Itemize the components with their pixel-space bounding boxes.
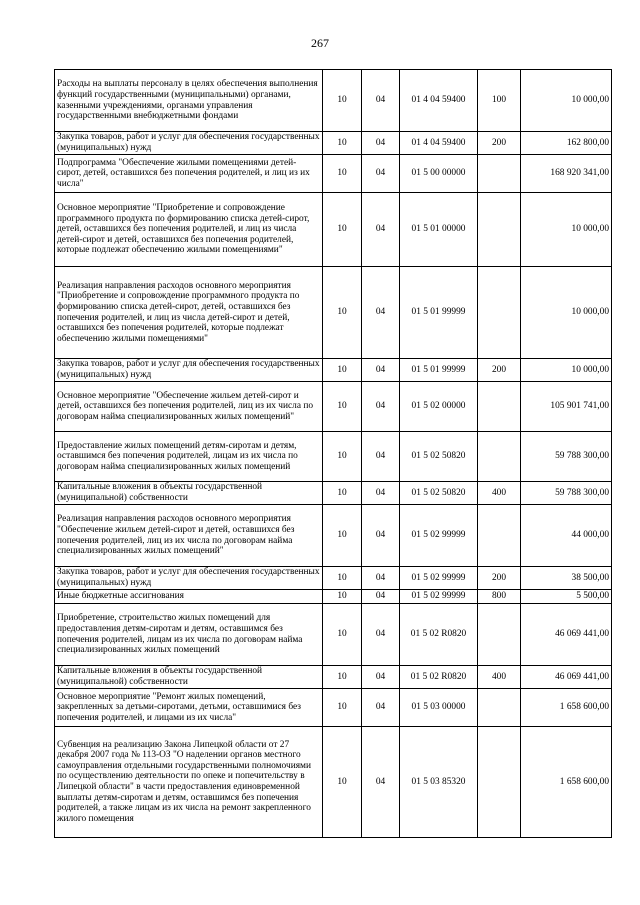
budget-table-body	[55, 70, 612, 838]
table-row	[55, 689, 612, 727]
row-amount: 46 069 441,00	[521, 666, 612, 689]
row-target-article: 01 5 03 00000	[400, 689, 478, 727]
row-subsection: 04	[362, 70, 400, 132]
row-subsection: 04	[362, 482, 400, 505]
row-subsection: 04	[362, 727, 400, 838]
row-target-article: 01 5 02 99999	[400, 590, 478, 604]
row-target-article: 01 5 01 99999	[400, 267, 478, 359]
row-expense-type: 100	[478, 70, 521, 132]
row-section: 10	[323, 132, 362, 155]
table-row	[55, 567, 612, 590]
row-expense-type: 400	[478, 482, 521, 505]
row-name: Реализация направления расходов основного мероприятия "Обеспечение жильем детей-сирот и детей, оставшихся без попечения родителей, лиц из их числа по договорам найма специализированных жилых помещений"	[55, 505, 323, 567]
table-row	[55, 267, 612, 359]
row-subsection: 04	[362, 505, 400, 567]
row-amount: 44 000,00	[521, 505, 612, 567]
row-target-article: 01 4 04 59400	[400, 132, 478, 155]
row-name: Основное мероприятие "Обеспечение жильем детей-сирот и детей, оставшихся без попечения родителей, лиц из их числа по договорам найма специализированных жилых помещений"	[55, 382, 323, 432]
row-name: Предоставление жилых помещений детям-сиротам и детям, оставшимся без попечения родителей, лицам из их числа по договорам найма специализированных жилых помещений	[55, 432, 323, 482]
row-section: 10	[323, 193, 362, 267]
row-subsection: 04	[362, 689, 400, 727]
row-name: Субвенция на реализацию Закона Липецкой области от 27 декабря 2007 года № 113-ОЗ "О наделении органов местного самоуправления отдельными государственными полномочиями по осуществлению деятельности по опеке и попечительству в Липецкой области" в части предоставления единовременной выплаты детям-сиротам и детям, оставшимся без попечения родителей, а также лицам из их числа на ремонт закрепленного жилого помещения	[55, 727, 323, 838]
row-section: 10	[323, 432, 362, 482]
row-subsection: 04	[362, 193, 400, 267]
row-target-article: 01 5 02 R0820	[400, 604, 478, 666]
row-name: Иные бюджетные ассигнования	[55, 590, 323, 604]
row-section: 10	[323, 155, 362, 193]
table-row	[55, 604, 612, 666]
row-amount: 10 000,00	[521, 359, 612, 382]
table-row	[55, 505, 612, 567]
row-name: Капитальные вложения в объекты государственной (муниципальной) собственности	[55, 482, 323, 505]
row-section: 10	[323, 505, 362, 567]
row-amount: 1 658 600,00	[521, 727, 612, 838]
row-amount: 1 658 600,00	[521, 689, 612, 727]
row-expense-type	[478, 432, 521, 482]
row-name: Основное мероприятие "Приобретение и сопровождение программного продукта по формированию списка детей-сирот, детей, оставшихся без попечения родителей, и лиц из числа детей-сирот и детей, оставшихся без попечения родителей, которые подлежат обеспечению жилыми помещениями"	[55, 193, 323, 267]
row-expense-type	[478, 604, 521, 666]
row-expense-type: 200	[478, 359, 521, 382]
row-target-article: 01 5 01 99999	[400, 359, 478, 382]
row-amount: 59 788 300,00	[521, 432, 612, 482]
row-target-article: 01 5 02 50820	[400, 432, 478, 482]
row-target-article: 01 5 01 00000	[400, 193, 478, 267]
row-target-article: 01 5 03 85320	[400, 727, 478, 838]
row-amount: 105 901 741,00	[521, 382, 612, 432]
row-expense-type: 200	[478, 132, 521, 155]
row-expense-type	[478, 382, 521, 432]
row-target-article: 01 5 02 R0820	[400, 666, 478, 689]
row-expense-type: 800	[478, 590, 521, 604]
row-amount: 59 788 300,00	[521, 482, 612, 505]
row-target-article: 01 5 02 99999	[400, 567, 478, 590]
table-row	[55, 132, 612, 155]
row-expense-type: 400	[478, 666, 521, 689]
row-section: 10	[323, 382, 362, 432]
row-target-article: 01 5 02 50820	[400, 482, 478, 505]
row-expense-type	[478, 689, 521, 727]
row-section: 10	[323, 604, 362, 666]
row-amount: 10 000,00	[521, 267, 612, 359]
row-amount: 10 000,00	[521, 193, 612, 267]
row-name: Капитальные вложения в объекты государственной (муниципальной) собственности	[55, 666, 323, 689]
row-section: 10	[323, 689, 362, 727]
row-subsection: 04	[362, 382, 400, 432]
row-target-article: 01 5 02 99999	[400, 505, 478, 567]
row-target-article: 01 5 00 00000	[400, 155, 478, 193]
row-expense-type	[478, 727, 521, 838]
row-name: Приобретение, строительство жилых помещений для предоставления детям-сиротам и детям, оставшимся без попечения родителей, лицам из их числа по договорам найма специализированных жилых помещений	[55, 604, 323, 666]
row-amount: 10 000,00	[521, 70, 612, 132]
table-row	[55, 727, 612, 838]
row-name: Закупка товаров, работ и услуг для обеспечения государственных (муниципальных) нужд	[55, 359, 323, 382]
row-name: Расходы на выплаты персоналу в целях обеспечения выполнения функций государственными (муниципальными) органами, казенными учреждениями, органами управления государственными внебюджетными фондами	[55, 70, 323, 132]
table-row	[55, 482, 612, 505]
row-amount: 168 920 341,00	[521, 155, 612, 193]
row-section: 10	[323, 482, 362, 505]
table-row	[55, 382, 612, 432]
row-name: Реализация направления расходов основного мероприятия "Приобретение и сопровождение программного продукта по формированию списка детей-сирот, детей, оставшихся без попечения родителей, и лиц из числа детей-сирот и детей, оставшихся без попечения родителей, которые подлежат обеспечению жилыми помещениями"	[55, 267, 323, 359]
row-subsection: 04	[362, 359, 400, 382]
row-section: 10	[323, 666, 362, 689]
row-amount: 46 069 441,00	[521, 604, 612, 666]
row-section: 10	[323, 359, 362, 382]
row-subsection: 04	[362, 590, 400, 604]
row-section: 10	[323, 590, 362, 604]
row-subsection: 04	[362, 432, 400, 482]
row-target-article: 01 5 02 00000	[400, 382, 478, 432]
row-subsection: 04	[362, 666, 400, 689]
table-row	[55, 590, 612, 604]
row-target-article: 01 4 04 59400	[400, 70, 478, 132]
row-amount: 5 500,00	[521, 590, 612, 604]
row-expense-type: 200	[478, 567, 521, 590]
row-expense-type	[478, 193, 521, 267]
row-section: 10	[323, 70, 362, 132]
table-row	[55, 432, 612, 482]
row-section: 10	[323, 267, 362, 359]
table-row	[55, 359, 612, 382]
row-subsection: 04	[362, 567, 400, 590]
row-name: Закупка товаров, работ и услуг для обеспечения государственных (муниципальных) нужд	[55, 567, 323, 590]
row-section: 10	[323, 727, 362, 838]
table-row	[55, 70, 612, 132]
row-subsection: 04	[362, 155, 400, 193]
table-row	[55, 666, 612, 689]
row-subsection: 04	[362, 604, 400, 666]
row-name: Подпрограмма "Обеспечение жилыми помещениями детей-сирот, детей, оставшихся без попечения родителей, и лиц из их числа"	[55, 155, 323, 193]
row-section: 10	[323, 567, 362, 590]
row-amount: 162 800,00	[521, 132, 612, 155]
row-name: Закупка товаров, работ и услуг для обеспечения государственных (муниципальных) нужд	[55, 132, 323, 155]
table-row	[55, 155, 612, 193]
table-row	[55, 193, 612, 267]
row-expense-type	[478, 267, 521, 359]
row-subsection: 04	[362, 267, 400, 359]
row-expense-type	[478, 155, 521, 193]
row-amount: 38 500,00	[521, 567, 612, 590]
row-name: Основное мероприятие "Ремонт жилых помещений, закрепленных за детьми-сиротами, детьми, оставшимися без попечения родителей, и лицами из их числа"	[55, 689, 323, 727]
budget-table	[54, 69, 612, 838]
row-expense-type	[478, 505, 521, 567]
row-subsection: 04	[362, 132, 400, 155]
page-number: 267	[311, 36, 329, 50]
